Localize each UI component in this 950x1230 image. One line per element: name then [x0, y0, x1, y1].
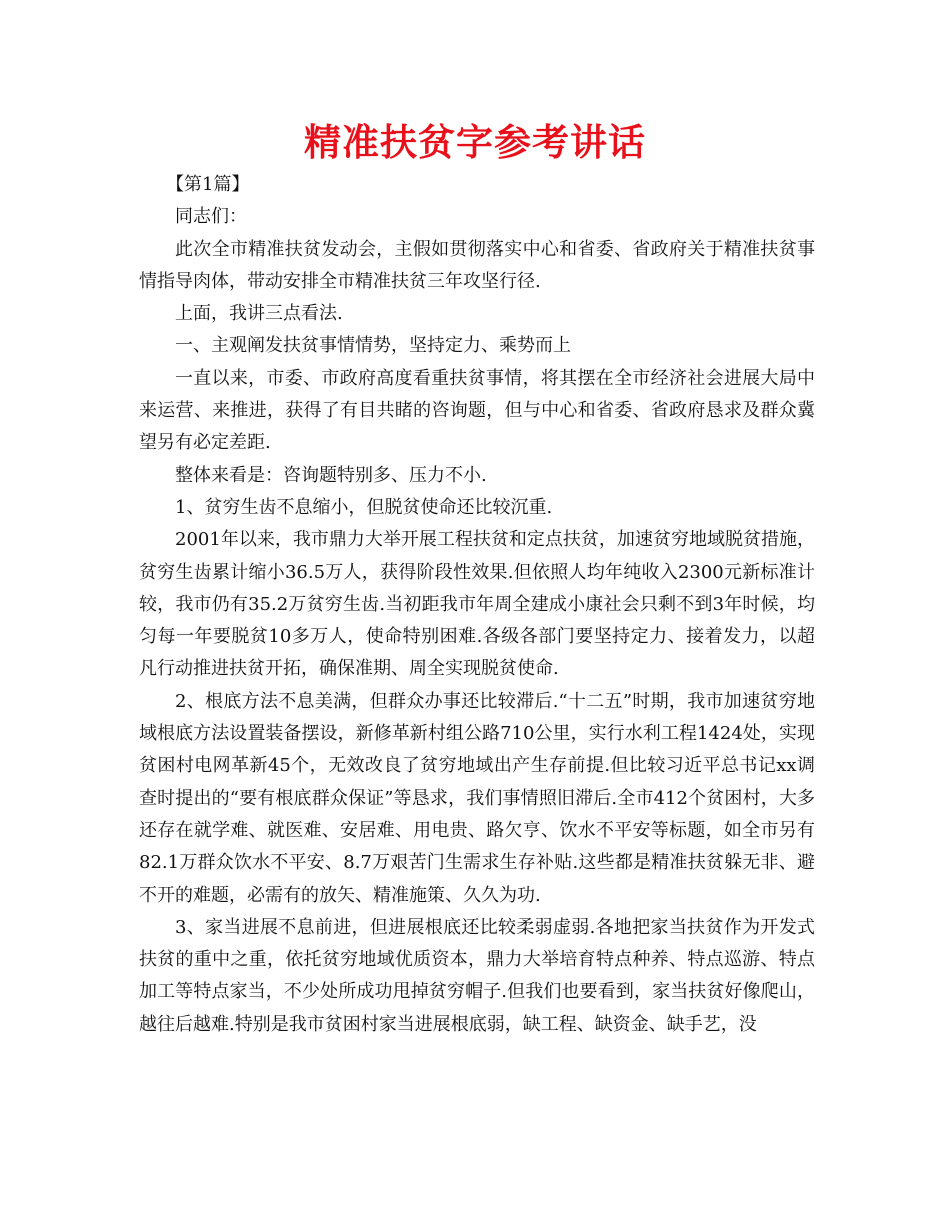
salutation: 同志们： — [175, 206, 247, 228]
subheading: 1、贫穷生齿不息缩小，但脱贫使命还比较沉重. — [175, 496, 553, 518]
paragraph: 整体来看是：咨询题特别多、压力不小. — [175, 464, 487, 486]
paragraph: 此次全市精准扶贫发动会，主假如贯彻落实中心和省委、省政府关于精准扶贫事情指导肉体，带动安排全市精准扶贫三年攻坚行径. — [139, 238, 815, 292]
document-title: 精准扶贫字参考讲话 — [304, 121, 646, 164]
section-label: 【第1篇】 — [166, 174, 250, 195]
paragraph: 3、家当进展不息前进，但进展根底还比较柔弱虚弱.各地把家当扶贫作为开发式扶贫的重中之重，依托贫穷地域优质资本，鼎力大举培育特点种养、特点巡游、特点加工等特点家当，不少处所成功甩掉贫穷帽子.但我们也要看到，家当扶贫好像爬山，越往后越难.特别是我市贫困村家当进展根底弱，缺工程、缺资金、缺手艺，没 — [139, 916, 815, 1035]
paragraph: 2001年以来，我市鼎力大举开展工程扶贫和定点扶贫，加速贫穷地域脱贫措施，贫穷生齿累计缩小36.5万人，获得阶段性效果.但依照人均年纯收入2300元新标准计较，我市仍有35.2万贫穷生齿.当初距我市年周全建成小康社会只剩不到3年时候，均匀每一年要脱贫10多万人，使命特别困难.各级各部门要坚持定力、接着发力，以超凡行动推进扶贫开拓，确保准期、周全实现脱贫使命. — [139, 529, 815, 680]
paragraph: 一直以来，市委、市政府高度看重扶贫事情，将其摆在全市经济社会进展大局中来运营、来推进，获得了有目共睹的咨询题，但与中心和省委、省政府恳求及群众冀望另有必定差距. — [139, 367, 815, 454]
document-body — [139, 169, 815, 1041]
paragraph: 2、根底方法不息美满，但群众办事还比较滞后.“十二五”时期，我市加速贫穷地域根底方法设置装备摆设，新修革新村组公路710公里，实行水利工程1424处，实现贫困村电网革新45个，无效改良了贫穷地域出产生存前提.但比较习近平总书记xx调查时提出的“要有根底群众保证”等恳求，我们事情照旧滞后.全市412个贫困村，大多还存在就学难、就医难、安居难、用电贵、路欠亨、饮水不平安等标题，如全市另有82.1万群众饮水不平安、8.7万艰苦门生需求生存补贴.这些都是精准扶贫躲无非、避不开的难题，必需有的放矢、精准施策、久久为功. — [139, 690, 815, 906]
paragraph: 上面，我讲三点看法. — [175, 303, 343, 325]
section-heading: 一、主观阐发扶贫事情情势，坚持定力、乘势而上 — [175, 335, 571, 357]
